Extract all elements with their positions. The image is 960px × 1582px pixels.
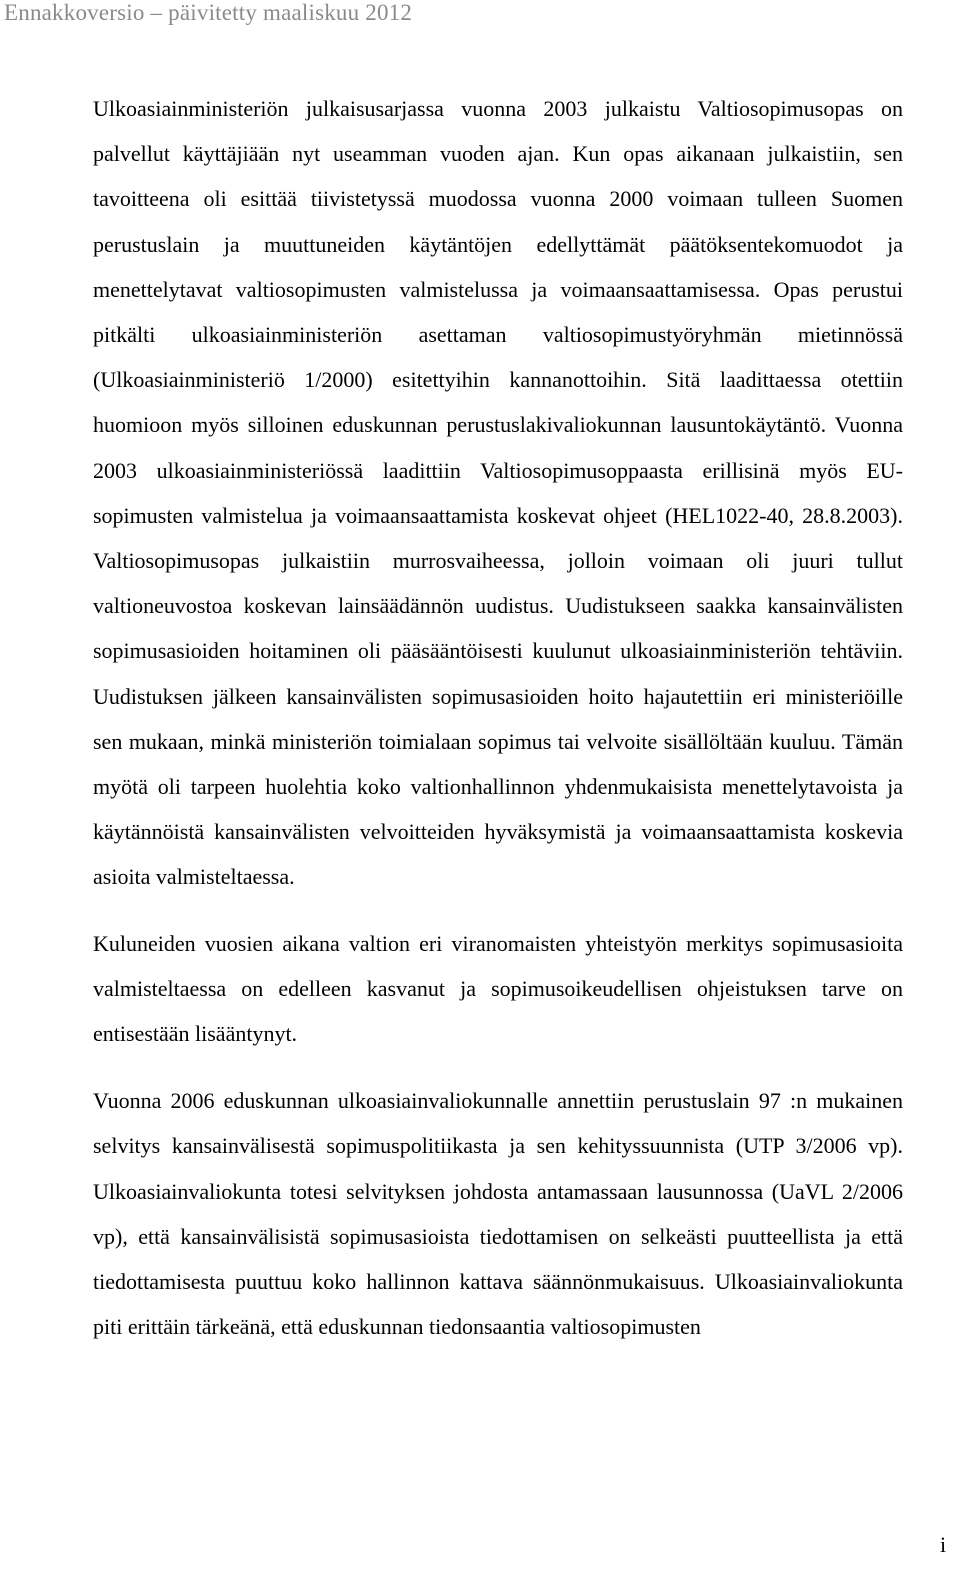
paragraph-2: Kuluneiden vuosien aikana valtion eri viranomaisten yhteistyön merkitys sopimusasioita valmisteltaessa on edelleen kasvanut ja sopimusoikeudellisen ohjeistuksen tarve on entisestään lisääntynyt. — [93, 930, 903, 1047]
paragraph-1: Ulkoasiainministeriön julkaisusarjassa vuonna 2003 julkaistu Valtiosopimusopas on palvellut käyttäjiään nyt useamman vuoden ajan. Kun opas aikanaan julkaistiin, sen tavoitteena oli esittää tiivistetyssä muodossa vuonna 2000 voimaan tulleen Suomen perustuslain ja muuttuneiden käytäntöjen edellyttämät päätöksentekomuodot ja menettelytavat valtiosopimusten valmistelussa ja voimaansaattamisessa. Opas perustui pitkälti ulkoasiainministeriön asettaman valtiosopimustyöryhmän mietinnössä (Ulkoasiainministeriö 1/2000) esitettyihin kannanottoihin. Sitä laadittaessa otettiin huomioon myös silloinen eduskunnan perustuslakivaliokunnan lausuntokäytäntö. Vuonna 2003 ulkoasiainministeriössä laadittiin Valtiosopimusoppaasta erillisinä myös EU-sopimusten valmistelua ja voimaansaattamista koskevat ohjeet (HEL1022-40, 28.8.2003). Valtiosopimusopas julkaistiin murrosvaiheessa, jolloin voimaan oli juuri tullut valtioneuvostoa koskevan lainsäädännön uudistus. Uudistukseen saakka kansainvälisten sopimusasioiden hoitaminen oli pääsääntöisesti kuulunut ulkoasiainministeriön tehtäviin. Uudistuksen jälkeen kansainvälisten sopimusasioiden hoito hajautettiin eri ministeriöille sen mukaan, minkä ministeriön toimialaan sopimus tai velvoite sisällöltään kuuluu. Tämän myötä oli tarpeen huolehtia koko valtionhallinnon yhdenmukaisista menettelytavoista ja käytännöistä kansainvälisten velvoitteiden hyväksymistä ja voimaansaattamista koskevia asioita valmisteltaessa. — [93, 96, 903, 890]
paragraph-3: Vuonna 2006 eduskunnan ulkoasiainvaliokunnalle annettiin perustuslain 97 :n mukainen selvitys kansainvälisestä sopimuspolitiikasta ja sen kehityssuunnista (UTP 3/2006 vp). Ulkoasiainvaliokunta totesi selvityksen johdosta antamassaan lausunnossa (UaVL 2/2006 vp), että kansainvälisistä sopimusasioista tiedottamisen on selkeästi puutteellista ja että tiedottamisesta puuttuu koko hallinnon kattava säännönmukaisuus. Ulkoasiainvaliokunta piti erittäin tärkeänä, että eduskunnan tiedonsaantia valtiosopimusten — [93, 1088, 903, 1340]
document-body — [93, 86, 903, 1349]
document-header: Ennakkoversio – päivitetty maaliskuu 2012 — [4, 0, 413, 25]
page-number: i — [940, 1532, 947, 1557]
